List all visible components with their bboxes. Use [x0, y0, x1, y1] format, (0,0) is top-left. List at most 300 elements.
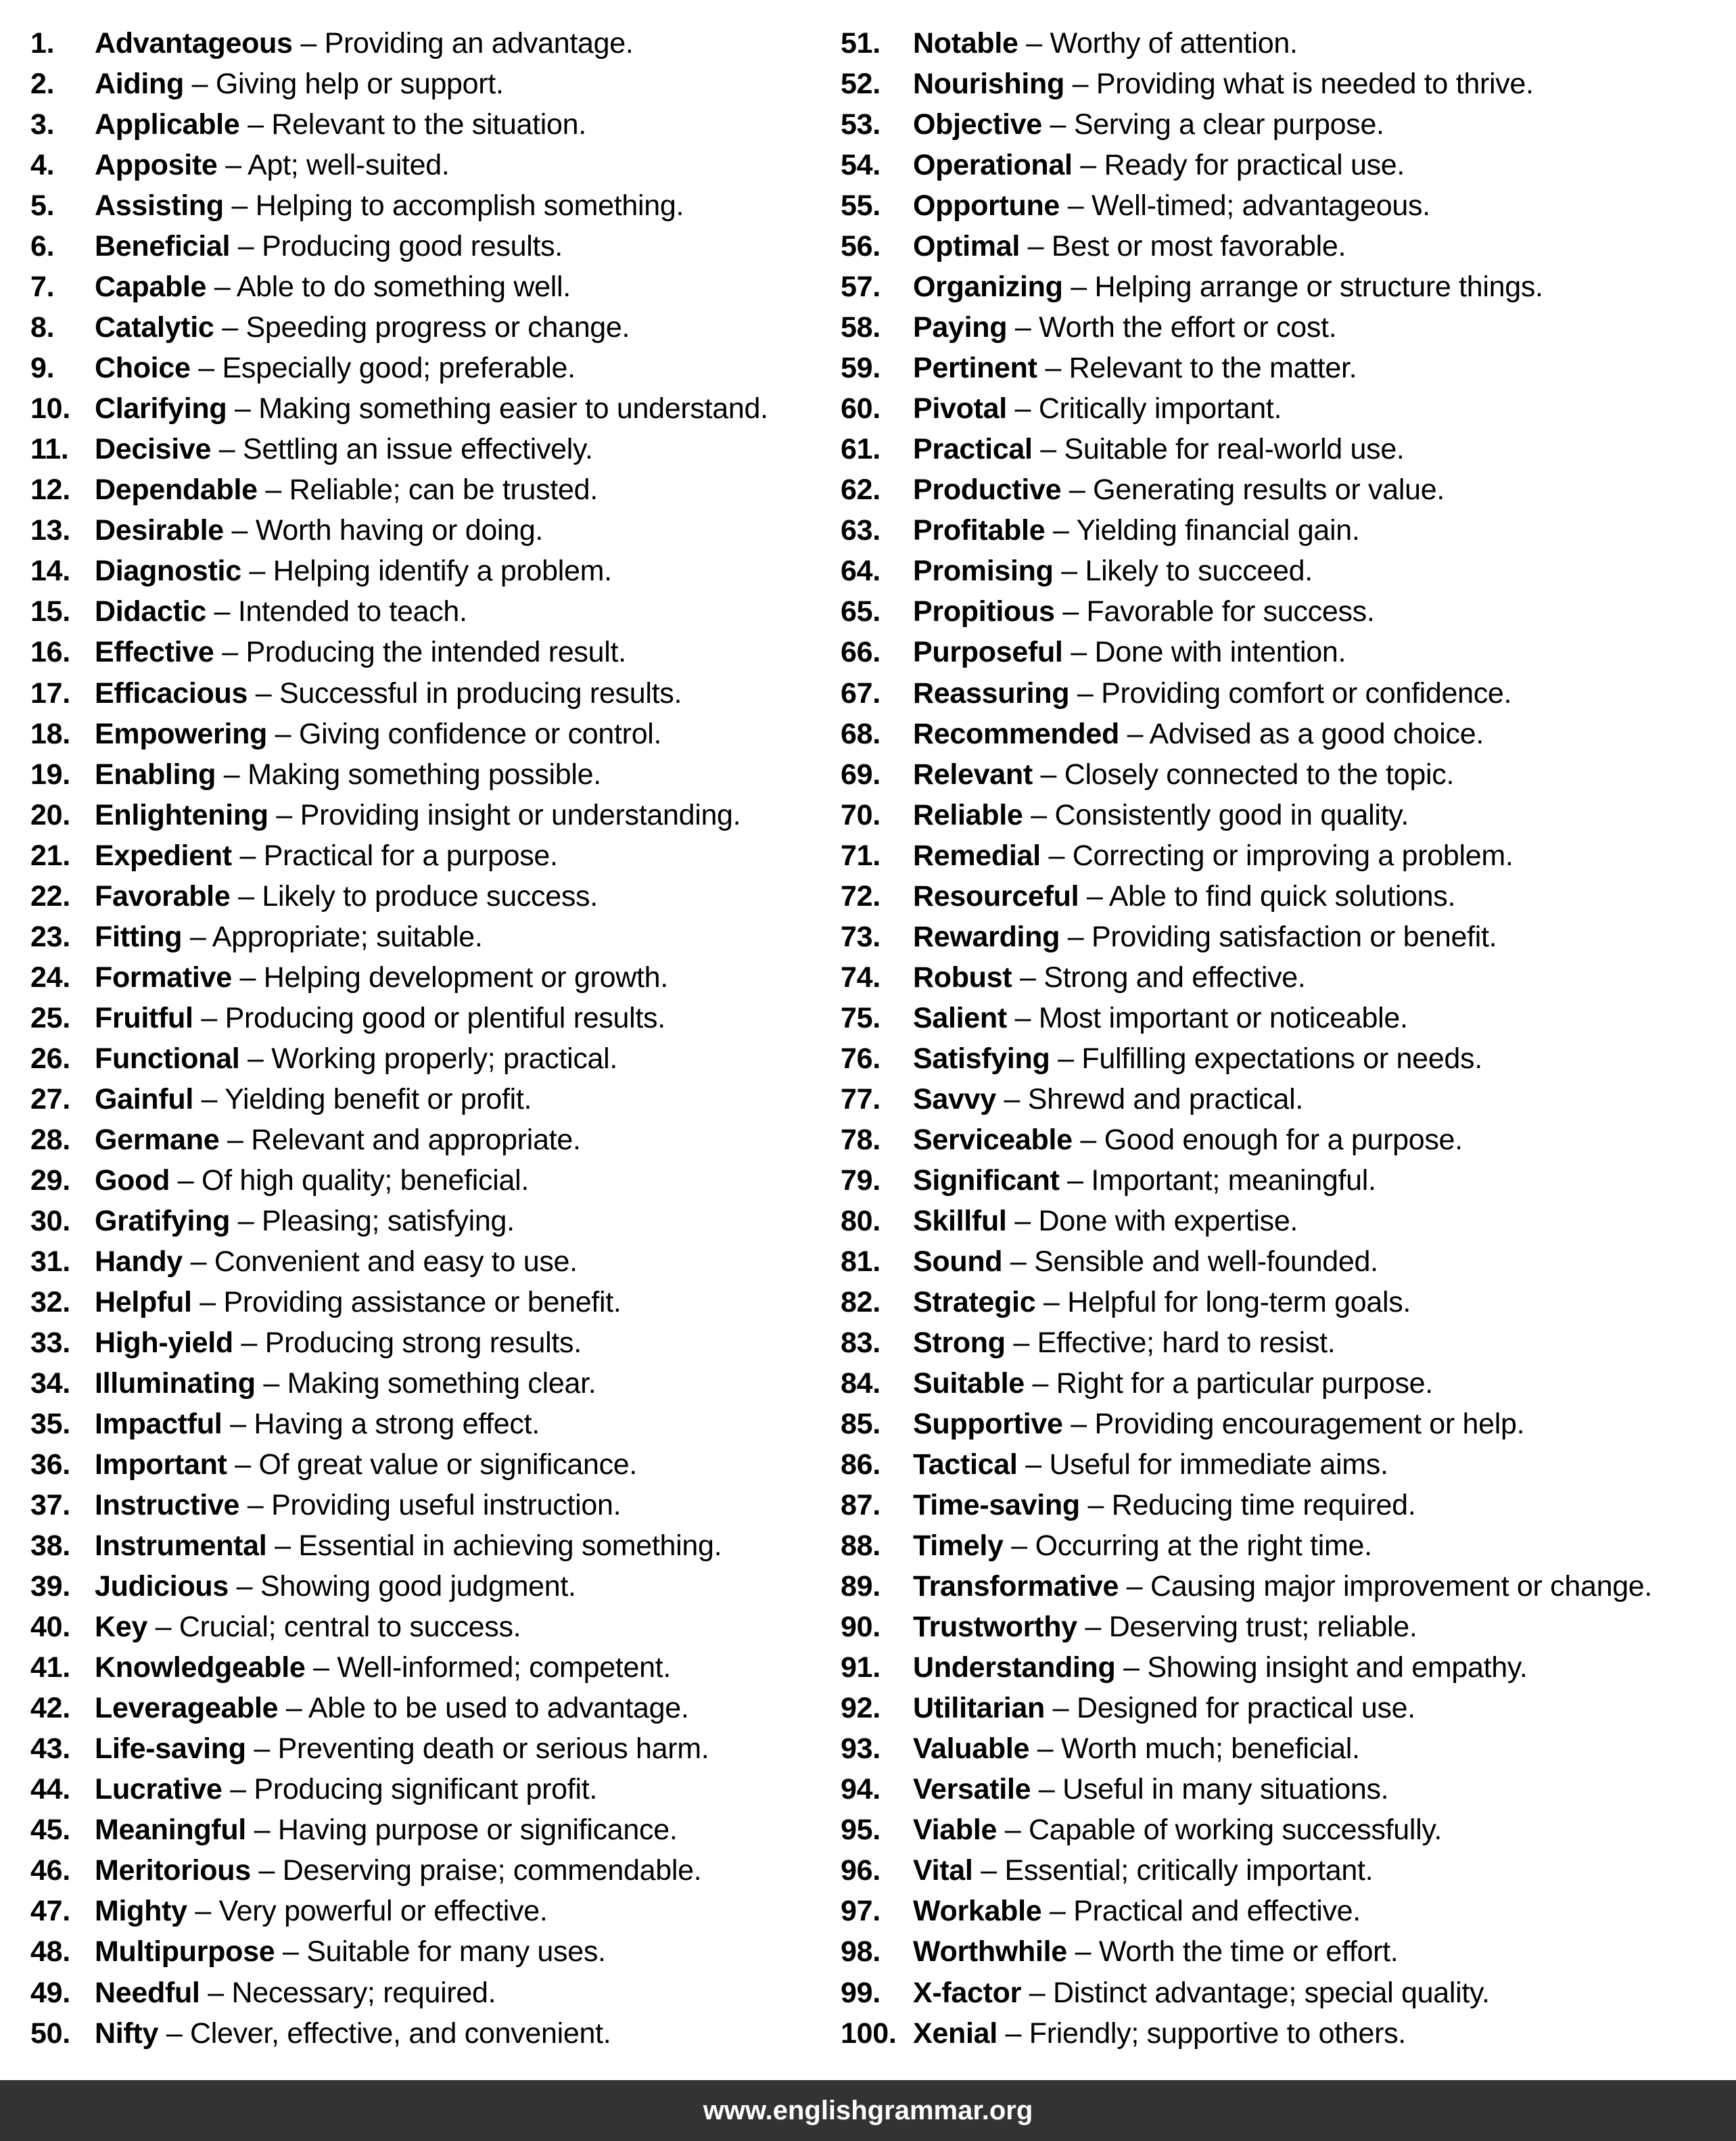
- item-number: 14.: [30, 555, 70, 588]
- item-number: 70.: [841, 798, 881, 831]
- item-separator: –: [182, 920, 212, 953]
- list-item: [30, 1728, 828, 1769]
- list-item: [30, 1850, 828, 1891]
- item-number: 6.: [30, 230, 55, 263]
- list-item: [841, 1160, 1733, 1201]
- item-separator: –: [1064, 68, 1096, 101]
- item-word: Workable: [913, 1895, 1042, 1928]
- item-number: 89.: [841, 1570, 881, 1603]
- item-word: Objective: [913, 108, 1042, 141]
- item-number: 88.: [841, 1529, 881, 1563]
- item-separator: –: [214, 311, 246, 344]
- list-item: [841, 1891, 1733, 1931]
- item-number: 80.: [841, 1204, 881, 1237]
- item-separator: –: [972, 1854, 1005, 1887]
- item-separator: –: [1041, 108, 1074, 141]
- item-separator: –: [1029, 1732, 1061, 1766]
- item-number: 67.: [841, 676, 881, 710]
- item-definition: Showing good judgment.: [260, 1570, 576, 1603]
- item-separator: –: [1006, 1204, 1039, 1237]
- item-number: 10.: [30, 392, 70, 425]
- item-definition: Making something possible.: [248, 758, 601, 791]
- item-number: 100.: [841, 2017, 897, 2050]
- item-number: 68.: [841, 717, 881, 750]
- item-separator: –: [1045, 1692, 1077, 1725]
- item-number: 19.: [30, 758, 70, 791]
- item-definition: Serving a clear purpose.: [1073, 108, 1384, 141]
- item-word: Clarifying: [95, 392, 227, 425]
- item-separator: –: [1023, 798, 1055, 831]
- list-item: [30, 1038, 828, 1079]
- item-separator: –: [1119, 1570, 1151, 1603]
- item-word: Operational: [913, 149, 1073, 182]
- item-number: 22.: [30, 879, 70, 913]
- list-item: [30, 551, 828, 591]
- item-word: Sound: [913, 1245, 1003, 1278]
- item-number: 9.: [30, 352, 55, 385]
- item-number: 62.: [841, 474, 881, 507]
- item-definition: Successful in producing results.: [279, 676, 682, 710]
- item-definition: Done with expertise.: [1038, 1204, 1298, 1237]
- item-separator: –: [1019, 230, 1052, 263]
- list-item: [841, 226, 1733, 267]
- item-word: Efficacious: [95, 676, 248, 710]
- item-word: High-yield: [95, 1327, 233, 1359]
- item-separator: –: [268, 798, 300, 831]
- item-definition: Showing insight and empathy.: [1147, 1651, 1528, 1684]
- item-separator: –: [1054, 595, 1087, 628]
- item-word: Pivotal: [913, 392, 1007, 425]
- list-item: [30, 145, 828, 185]
- list-item: [841, 267, 1733, 307]
- item-word: Impactful: [95, 1408, 222, 1441]
- item-definition: Providing insight or understanding.: [300, 798, 741, 831]
- item-separator: –: [183, 68, 216, 101]
- item-separator: –: [227, 392, 259, 425]
- item-separator: –: [1024, 1367, 1056, 1400]
- item-number: 1.: [30, 27, 55, 60]
- item-word: Aiding: [95, 68, 184, 101]
- list-item: [841, 348, 1733, 388]
- list-item: [841, 1120, 1733, 1160]
- item-number: 86.: [841, 1448, 881, 1481]
- item-separator: –: [245, 1732, 278, 1766]
- item-definition: Settling an issue effectively.: [243, 433, 593, 466]
- item-definition: Essential; critically important.: [1004, 1854, 1374, 1887]
- list-item: [841, 1728, 1733, 1769]
- item-separator: –: [1005, 1327, 1037, 1359]
- list-item: [30, 1931, 828, 1972]
- item-word: Salient: [913, 1001, 1007, 1034]
- item-word: Rewarding: [913, 920, 1060, 953]
- item-word: Worthwhile: [913, 1935, 1067, 1969]
- list-item: [30, 795, 828, 835]
- item-number: 11.: [30, 433, 69, 466]
- item-separator: –: [239, 108, 272, 141]
- item-separator: –: [1115, 1651, 1148, 1684]
- item-number: 47.: [30, 1895, 70, 1928]
- item-separator: –: [217, 149, 248, 182]
- item-word: Resourceful: [913, 879, 1079, 913]
- item-number: 40.: [30, 1611, 70, 1644]
- item-definition: Helping identify a problem.: [273, 555, 612, 588]
- list-item: [841, 1647, 1733, 1688]
- item-word: Purposeful: [913, 636, 1063, 669]
- list-item: [841, 1404, 1733, 1444]
- item-word: Trustworthy: [913, 1611, 1077, 1644]
- item-number: 5.: [30, 189, 55, 223]
- item-word: Propitious: [913, 595, 1055, 628]
- list-item: [30, 1810, 828, 1850]
- item-word: Assisting: [95, 189, 224, 223]
- list-item: [30, 1647, 828, 1688]
- item-separator: –: [1079, 1489, 1112, 1522]
- item-number: 35.: [30, 1408, 70, 1441]
- item-separator: –: [1119, 717, 1150, 750]
- item-word: Enabling: [95, 758, 216, 791]
- list-item: [30, 226, 828, 267]
- item-word: Strong: [913, 1327, 1006, 1359]
- item-definition: Useful in many situations.: [1062, 1773, 1389, 1806]
- item-number: 78.: [841, 1123, 881, 1156]
- item-word: Judicious: [95, 1570, 229, 1603]
- item-word: Important: [95, 1448, 227, 1481]
- item-word: Formative: [95, 961, 232, 994]
- item-number: 95.: [841, 1814, 881, 1847]
- item-separator: –: [170, 1164, 202, 1197]
- item-definition: Correcting or improving a problem.: [1072, 839, 1514, 872]
- item-definition: Strong and effective.: [1043, 961, 1306, 994]
- item-separator: –: [1007, 311, 1039, 344]
- item-definition: Producing the intended result.: [245, 636, 626, 669]
- list-item: [30, 1891, 828, 1931]
- item-definition: Appropriate; suitable.: [212, 920, 483, 953]
- item-word: Notable: [913, 27, 1018, 60]
- item-word: Supportive: [913, 1408, 1063, 1441]
- list-item: [841, 2013, 1733, 2054]
- list-item: [30, 754, 828, 795]
- item-number: 29.: [30, 1164, 70, 1197]
- item-number: 53.: [841, 108, 881, 141]
- item-definition: Deserving trust; reliable.: [1108, 1611, 1417, 1644]
- list-item: [30, 388, 828, 429]
- item-word: Opportune: [913, 189, 1060, 223]
- item-word: Xenial: [913, 2017, 998, 2050]
- list-item: [841, 510, 1733, 551]
- item-definition: Worth the time or effort.: [1098, 1935, 1399, 1969]
- item-word: X-factor: [913, 1976, 1022, 2009]
- item-separator: –: [1062, 1408, 1095, 1441]
- item-definition: Providing encouragement or help.: [1094, 1408, 1525, 1441]
- item-separator: –: [1053, 555, 1085, 588]
- item-number: 54.: [841, 149, 881, 182]
- list-item: [841, 307, 1733, 348]
- item-separator: –: [275, 1935, 307, 1969]
- item-definition: Friendly; supportive to others.: [1029, 2017, 1406, 2050]
- item-definition: Important; meaningful.: [1091, 1164, 1376, 1197]
- item-word: Optimal: [913, 230, 1020, 263]
- item-number: 56.: [841, 230, 881, 263]
- item-definition: Occurring at the right time.: [1035, 1529, 1372, 1563]
- item-separator: –: [997, 2017, 1029, 2050]
- item-number: 30.: [30, 1204, 70, 1237]
- item-word: Versatile: [913, 1773, 1031, 1806]
- item-word: Illuminating: [95, 1367, 256, 1400]
- item-separator: –: [216, 758, 248, 791]
- item-definition: Having purpose or significance.: [277, 1814, 678, 1847]
- item-definition: Suitable for many uses.: [306, 1935, 606, 1969]
- item-word: Remedial: [913, 839, 1041, 872]
- item-number: 36.: [30, 1448, 70, 1481]
- list-item: [30, 2013, 828, 2054]
- item-word: Advantageous: [95, 27, 293, 60]
- item-separator: –: [222, 1773, 254, 1806]
- item-separator: –: [1002, 1245, 1035, 1278]
- item-separator: –: [1012, 961, 1044, 994]
- item-number: 83.: [841, 1327, 881, 1359]
- item-number: 20.: [30, 798, 70, 831]
- item-separator: –: [1032, 758, 1064, 791]
- item-word: Viable: [913, 1814, 998, 1847]
- item-separator: –: [1061, 474, 1094, 507]
- item-definition: Best or most favorable.: [1051, 230, 1346, 263]
- item-definition: Sensible and well-founded.: [1034, 1245, 1378, 1278]
- item-number: 27.: [30, 1082, 70, 1115]
- word-list-right-column: [841, 23, 1733, 2054]
- item-number: 94.: [841, 1773, 881, 1806]
- item-word: Time-saving: [913, 1489, 1080, 1522]
- item-number: 77.: [841, 1082, 881, 1115]
- item-separator: –: [292, 27, 325, 60]
- list-item: [30, 714, 828, 754]
- item-number: 79.: [841, 1164, 881, 1197]
- item-definition: Making something clear.: [287, 1367, 596, 1400]
- item-definition: Capable of working successfully.: [1029, 1814, 1442, 1847]
- item-number: 21.: [30, 839, 70, 872]
- item-definition: Relevant and appropriate.: [251, 1123, 581, 1156]
- item-number: 55.: [841, 189, 881, 223]
- list-item: [30, 104, 828, 145]
- item-definition: Most important or noticeable.: [1038, 1001, 1408, 1034]
- item-separator: –: [229, 1570, 260, 1603]
- item-word: Fruitful: [95, 1001, 193, 1034]
- item-number: 44.: [30, 1773, 70, 1806]
- list-item: [841, 1485, 1733, 1525]
- item-number: 59.: [841, 352, 881, 385]
- item-word: Meaningful: [95, 1814, 246, 1847]
- item-separator: –: [1066, 1935, 1099, 1969]
- item-definition: Very powerful or effective.: [218, 1895, 548, 1928]
- list-item: [30, 1322, 828, 1363]
- item-definition: Especially good; preferable.: [222, 352, 576, 385]
- item-definition: Relevant to the situation.: [271, 108, 586, 141]
- list-item: [841, 1282, 1733, 1322]
- item-word: Dependable: [95, 474, 258, 507]
- item-definition: Speeding progress or change.: [245, 311, 630, 344]
- item-separator: –: [200, 1976, 232, 2009]
- item-separator: –: [1035, 1285, 1068, 1318]
- item-number: 99.: [841, 1976, 881, 2009]
- item-separator: –: [206, 595, 238, 628]
- item-word: Utilitarian: [913, 1692, 1046, 1725]
- item-word: Helpful: [95, 1285, 192, 1318]
- item-word: Significant: [913, 1164, 1060, 1197]
- item-word: Apposite: [95, 149, 218, 182]
- item-number: 98.: [841, 1935, 881, 1969]
- item-word: Nourishing: [913, 68, 1064, 101]
- item-word: Enlightening: [95, 798, 268, 831]
- list-item: [30, 917, 828, 957]
- item-number: 32.: [30, 1285, 70, 1318]
- item-separator: –: [1069, 676, 1102, 710]
- item-definition: Working properly; practical.: [271, 1042, 618, 1075]
- list-item: [841, 1038, 1733, 1079]
- item-word: Reassuring: [913, 676, 1070, 710]
- item-word: Nifty: [95, 2017, 159, 2050]
- item-word: Serviceable: [913, 1123, 1073, 1156]
- item-definition: Able to be used to advantage.: [308, 1692, 689, 1725]
- item-number: 38.: [30, 1529, 70, 1563]
- footer-bar: [0, 2080, 1736, 2141]
- list-item: [30, 185, 828, 226]
- list-item: [841, 145, 1733, 185]
- item-separator: –: [1050, 1042, 1082, 1075]
- item-definition: Ready for practical use.: [1104, 149, 1405, 182]
- item-number: 31.: [30, 1245, 70, 1278]
- item-separator: –: [227, 1448, 259, 1481]
- item-definition: Consistently good in quality.: [1054, 798, 1409, 831]
- item-separator: –: [1062, 636, 1095, 669]
- item-number: 75.: [841, 1001, 881, 1034]
- item-separator: –: [231, 839, 264, 872]
- item-separator: –: [230, 230, 262, 263]
- item-number: 26.: [30, 1042, 70, 1075]
- item-definition: Useful for immediate aims.: [1049, 1448, 1388, 1481]
- item-definition: Distinct advantage; special quality.: [1053, 1976, 1490, 2009]
- item-separator: –: [231, 961, 264, 994]
- item-word: Organizing: [913, 271, 1063, 304]
- list-item: [841, 673, 1733, 714]
- item-separator: –: [1032, 433, 1064, 466]
- item-number: 41.: [30, 1651, 70, 1684]
- item-number: 2.: [30, 68, 55, 101]
- item-number: 23.: [30, 920, 70, 953]
- item-definition: Providing an advantage.: [324, 27, 634, 60]
- item-word: Recommended: [913, 717, 1119, 750]
- item-definition: Worthy of attention.: [1050, 27, 1298, 60]
- item-number: 39.: [30, 1570, 70, 1603]
- item-number: 66.: [841, 636, 881, 669]
- item-word: Handy: [95, 1245, 183, 1278]
- item-definition: Helping to accomplish something.: [255, 189, 684, 223]
- item-word: Skillful: [913, 1204, 1007, 1237]
- item-word: Practical: [913, 433, 1033, 466]
- list-item: [841, 957, 1733, 998]
- item-number: 15.: [30, 595, 70, 628]
- item-definition: Helping development or growth.: [263, 961, 668, 994]
- item-number: 7.: [30, 271, 55, 304]
- item-separator: –: [233, 1327, 265, 1359]
- item-definition: Critically important.: [1038, 392, 1282, 425]
- item-separator: –: [193, 1001, 225, 1034]
- item-word: Expedient: [95, 839, 232, 872]
- list-item: [841, 388, 1733, 429]
- item-separator: –: [187, 1895, 219, 1928]
- item-word: Tactical: [913, 1448, 1018, 1481]
- item-definition: Advised as a good choice.: [1149, 717, 1484, 750]
- item-definition: Producing strong results.: [264, 1327, 582, 1359]
- list-item: [841, 714, 1733, 754]
- item-separator: –: [223, 514, 256, 547]
- item-definition: Favorable for success.: [1086, 595, 1375, 628]
- item-definition: Fulfilling expectations or needs.: [1081, 1042, 1482, 1075]
- item-definition: Of high quality; beneficial.: [201, 1164, 529, 1197]
- item-word: Satisfying: [913, 1042, 1050, 1075]
- item-separator: –: [278, 1692, 308, 1725]
- item-definition: Closely connected to the topic.: [1064, 758, 1455, 791]
- item-word: Gainful: [95, 1082, 194, 1115]
- item-word: Decisive: [95, 433, 212, 466]
- item-number: 52.: [841, 68, 881, 101]
- list-item: [841, 23, 1733, 64]
- item-definition: Shrewd and practical.: [1027, 1082, 1303, 1115]
- list-item: [841, 64, 1733, 104]
- item-separator: –: [211, 433, 243, 466]
- item-definition: Crucial; central to success.: [179, 1611, 521, 1644]
- item-separator: –: [1060, 189, 1092, 223]
- list-item: [30, 1769, 828, 1810]
- item-separator: –: [1062, 271, 1095, 304]
- item-number: 63.: [841, 514, 881, 547]
- list-item: [30, 591, 828, 632]
- item-definition: Clever, effective, and convenient.: [189, 2017, 611, 2050]
- item-separator: –: [1040, 839, 1073, 872]
- item-number: 60.: [841, 392, 881, 425]
- item-number: 34.: [30, 1367, 70, 1400]
- item-separator: –: [222, 1408, 254, 1441]
- item-definition: Providing what is needed to thrive.: [1096, 68, 1534, 101]
- list-item: [30, 632, 828, 672]
- item-word: Gratifying: [95, 1204, 231, 1237]
- item-word: Instrumental: [95, 1529, 267, 1563]
- item-number: 90.: [841, 1611, 881, 1644]
- item-separator: –: [1041, 1895, 1074, 1928]
- item-separator: –: [1072, 1123, 1104, 1156]
- item-definition: Pleasing; satisfying.: [262, 1204, 515, 1237]
- item-definition: Worth much; beneficial.: [1061, 1732, 1360, 1766]
- item-separator: –: [1079, 879, 1109, 913]
- item-separator: –: [214, 636, 246, 669]
- list-item: [841, 1363, 1733, 1404]
- item-word: Needful: [95, 1976, 200, 2009]
- item-number: 97.: [841, 1895, 881, 1928]
- item-number: 91.: [841, 1651, 881, 1684]
- item-number: 45.: [30, 1814, 70, 1847]
- item-word: Suitable: [913, 1367, 1025, 1400]
- item-definition: Producing significant profit.: [254, 1773, 597, 1806]
- item-separator: –: [250, 1854, 283, 1887]
- item-word: Strategic: [913, 1285, 1036, 1318]
- list-item: [30, 1282, 828, 1322]
- item-definition: Practical and effective.: [1073, 1895, 1361, 1928]
- item-word: Multipurpose: [95, 1935, 275, 1969]
- item-separator: –: [239, 1489, 272, 1522]
- list-item: [841, 104, 1733, 145]
- list-item: [30, 1363, 828, 1404]
- item-word: Capable: [95, 271, 207, 304]
- list-item: [841, 1079, 1733, 1120]
- item-number: 64.: [841, 555, 881, 588]
